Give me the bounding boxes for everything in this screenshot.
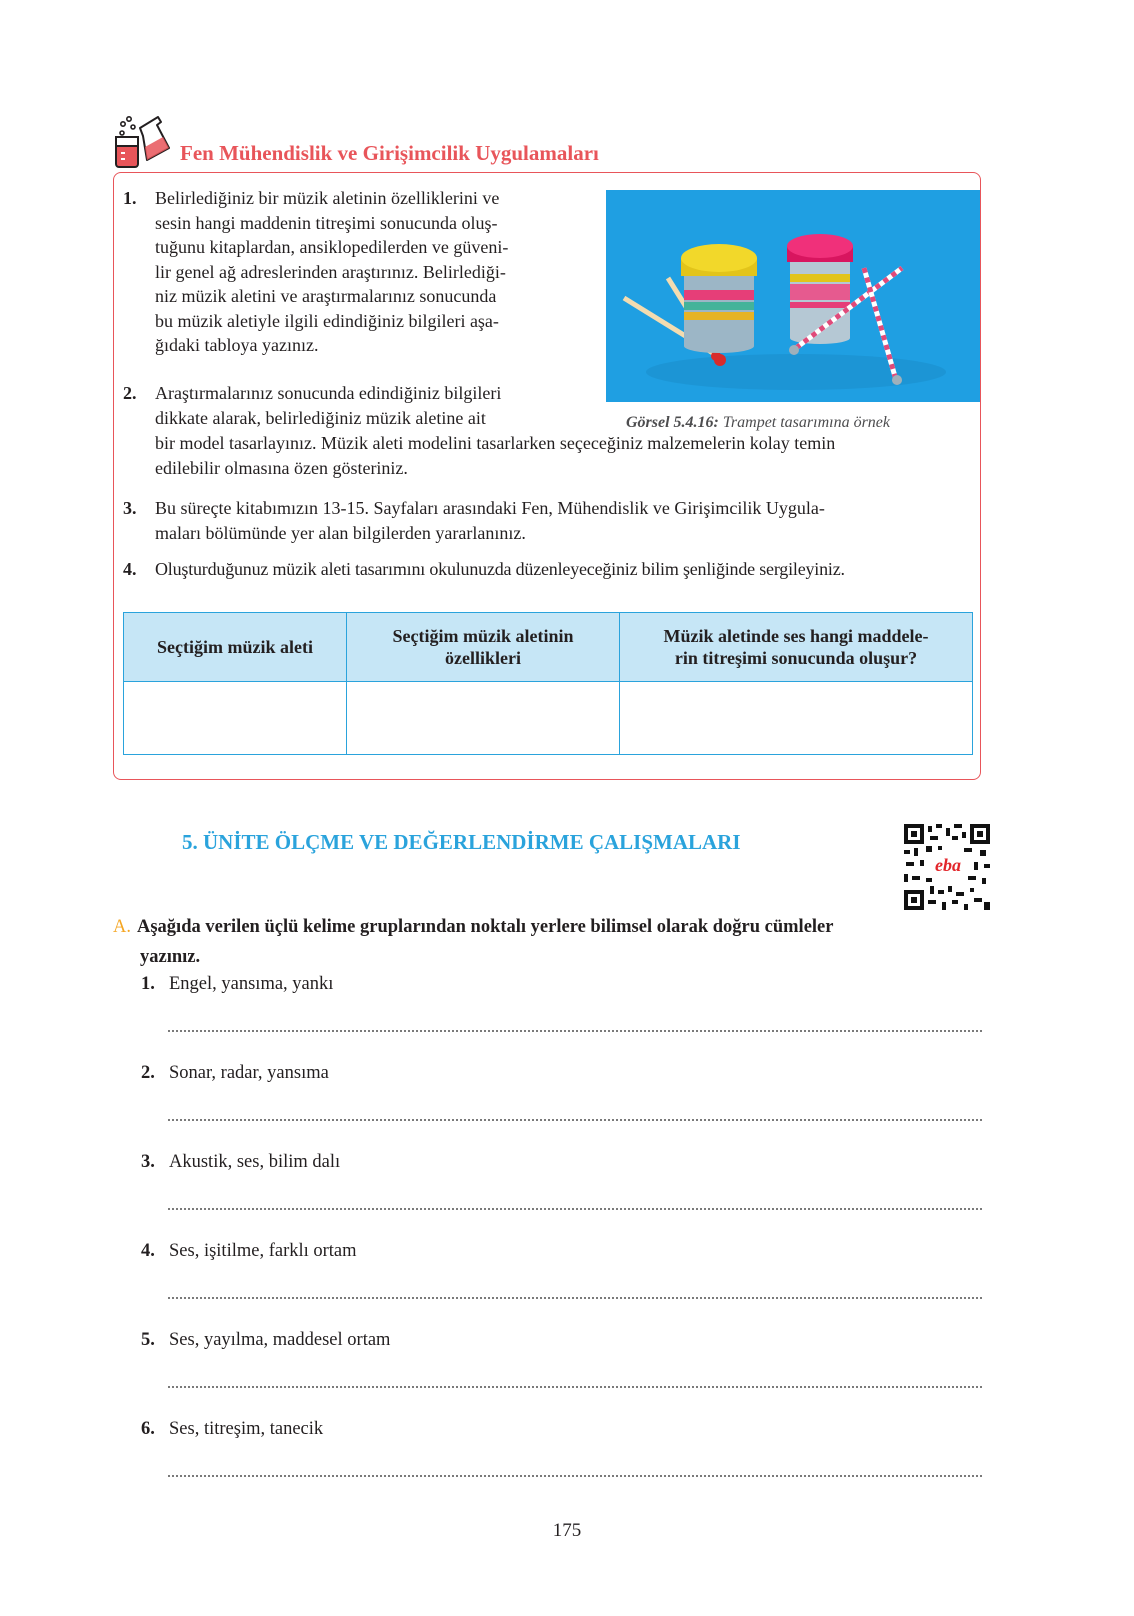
table-header: Müzik aletinde ses hangi maddele- rin titreşimi sonucunda oluşur? (620, 613, 973, 682)
page-number: 175 (552, 1520, 582, 1541)
eba-logo: eba (935, 855, 961, 875)
activity-2-text-a: Araştırmalarınız sonucunda edindiğiniz bilgileri dikkate alarak, belirlediğiniz müzik aletine ait (155, 383, 502, 428)
answer-line-6[interactable] (168, 1472, 982, 1477)
question-5: 5. Ses, yayılma, maddesel ortam (141, 1330, 391, 1350)
drum-design-photo (606, 190, 980, 402)
qr-code-icon[interactable] (904, 824, 990, 910)
activity-1-text: Belirlediğiniz bir müzik aletinin özelliklerini ve sesin hangi maddenin titreşimi sonucunda oluş- tuğunu kitaplardan, ansiklopedilerden ve güveni- lir genel ağ adreslerinden araştırınız. Belirlediği- niz müzik aletini ve araştırmalarınız sonucunda bu müzik aletiyle ilgili edindiğiniz bilgileri aşa- ğıdaki tabloya yazınız. (155, 188, 509, 355)
question-4: 4. Ses, işitilme, farklı ortam (141, 1241, 357, 1261)
table-cell[interactable] (620, 682, 973, 755)
answer-line-4[interactable] (168, 1294, 982, 1299)
table-cell[interactable] (124, 682, 347, 755)
activity-2-text-b: bir model tasarlayınız. Müzik aleti modelini tasarlarken seçeceğiniz malzemelerin kolay temin edilebilir olmasına özen gösteriniz. (155, 433, 836, 478)
activity-4-text: Oluşturduğunuz müzik aleti tasarımını okulunuzda düzenleyeceğiniz bilim şenliğinde sergileyiniz. (155, 559, 845, 579)
question-1: 1. Engel, yansıma, yankı (141, 974, 334, 994)
table-cell[interactable] (347, 682, 620, 755)
activity-number: 1. (123, 188, 137, 208)
research-table (123, 612, 973, 755)
activity-number: 4. (123, 559, 137, 579)
table-header: Seçtiğim müzik aletinin özellikleri (347, 613, 620, 682)
answer-line-2[interactable] (168, 1116, 982, 1121)
answer-line-3[interactable] (168, 1205, 982, 1210)
answer-line-5[interactable] (168, 1383, 982, 1388)
section-title: Fen Mühendislik ve Girişimcilik Uygulamaları (180, 141, 599, 165)
part-a-instruction: A. Aşağıda verilen üçlü kelime gruplarından noktalı yerlere bilimsel olarak doğru cümleler yazınız. (113, 917, 834, 967)
figure-caption: Görsel 5.4.16: Trampet tasarımına örnek (626, 414, 891, 431)
unit-section-title: 5. ÜNİTE ÖLÇME VE DEĞERLENDİRME ÇALIŞMALARI (182, 830, 741, 854)
part-a-letter: A. (113, 917, 131, 937)
lab-flask-icon (113, 112, 175, 170)
activity-3-text: Bu süreçte kitabımızın 13-15. Sayfaları arasındaki Fen, Mühendislik ve Girişimcilik Uygula- maları bölümünde yer alan bilgilerden yararlanınız. (155, 498, 825, 543)
activity-number: 3. (123, 498, 137, 518)
question-6: 6. Ses, titreşim, tanecik (141, 1419, 324, 1439)
question-2: 2. Sonar, radar, yansıma (141, 1063, 329, 1083)
question-3: 3. Akustik, ses, bilim dalı (141, 1152, 341, 1172)
answer-line-1[interactable] (168, 1027, 982, 1032)
table-header: Seçtiğim müzik aleti (124, 613, 347, 682)
activity-number: 2. (123, 383, 137, 403)
